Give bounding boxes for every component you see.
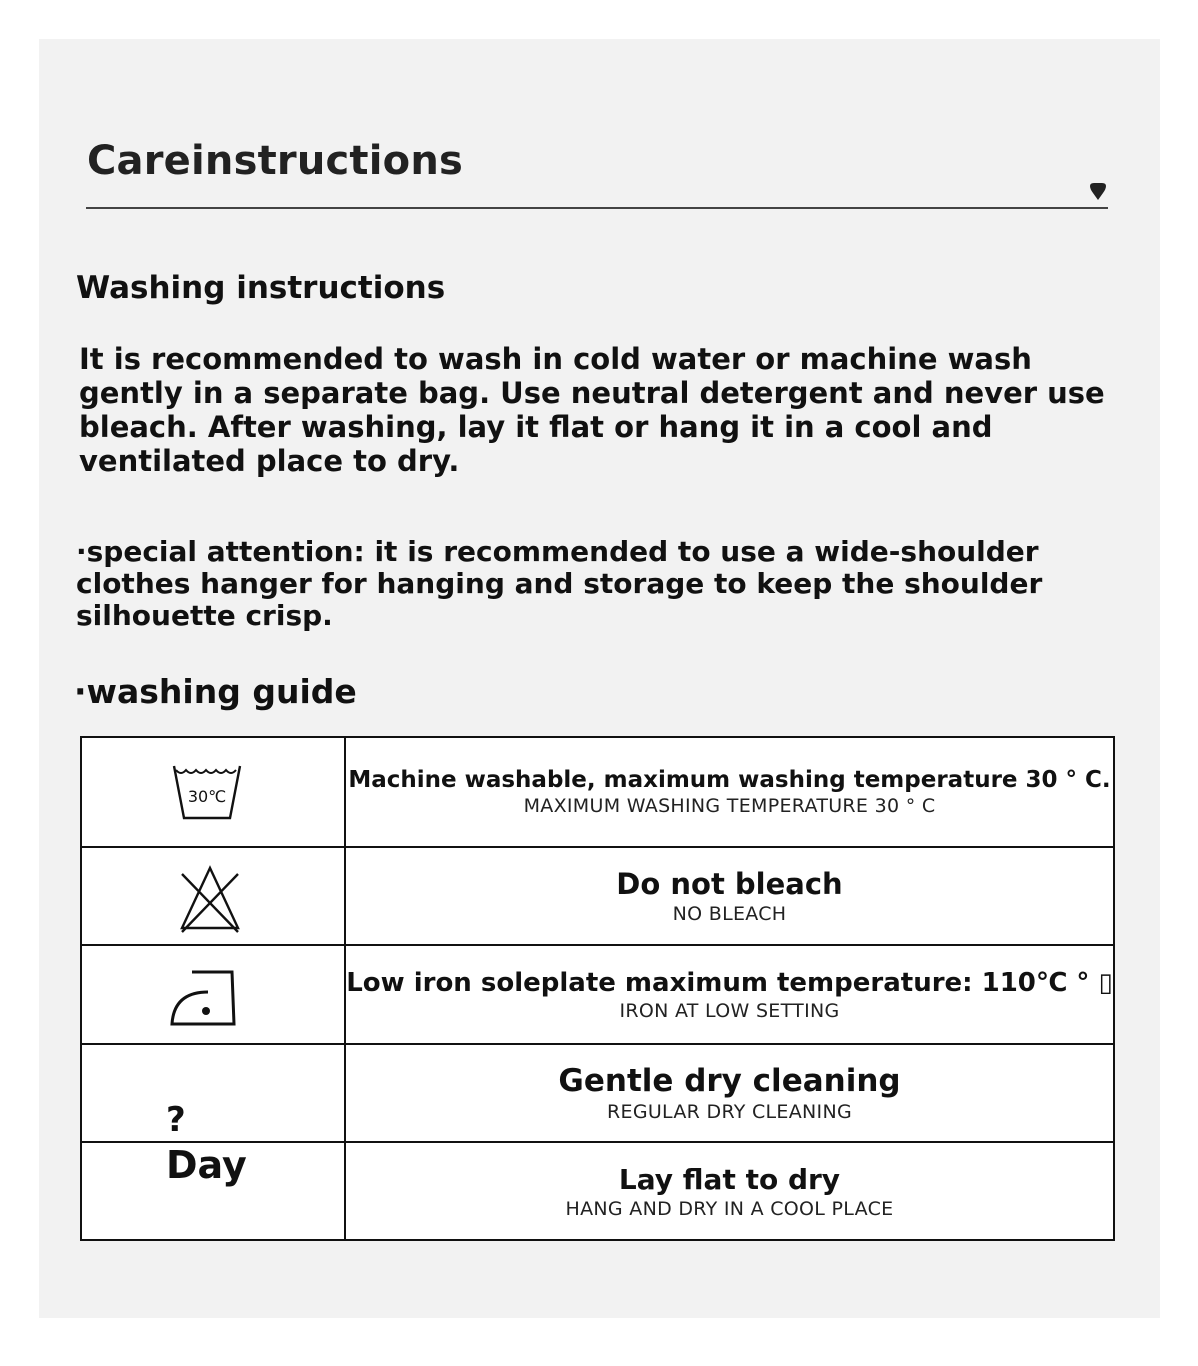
- instruction-title: Low iron soleplate maximum temperature: 110℃ ° ▯: [346, 967, 1113, 998]
- washing-instructions-heading: Washing instructions: [76, 270, 446, 306]
- instruction-subtitle: MAXIMUM WASHING TEMPERATURE 30 ° C: [523, 795, 936, 817]
- table-row: [81, 945, 1114, 1044]
- wash-temperature-label: 30℃: [187, 787, 227, 806]
- description-cell: [345, 945, 1114, 1044]
- instruction-subtitle: IRON AT LOW SETTING: [619, 999, 840, 1022]
- washing-guide-table: [80, 736, 1115, 1241]
- instruction-title: Lay flat to dry: [618, 1162, 841, 1196]
- description-cell: [345, 847, 1114, 945]
- table-row: [81, 847, 1114, 945]
- symbol-cell: [81, 945, 345, 1044]
- instruction-subtitle: HANG AND DRY IN A COOL PLACE: [565, 1197, 894, 1220]
- instruction-title: Gentle dry cleaning: [558, 1063, 901, 1099]
- description-cell: [345, 1044, 1114, 1142]
- description-cell: [345, 737, 1114, 847]
- washing-guide-heading: ·washing guide: [74, 672, 357, 711]
- washing-instructions-text: It is recommended to wash in cold water or machine wash gently in a separate bag. Use neutral detergent and never use bleach. After washing, lay it flat or hang it in a cool and ventilated place to dry.: [79, 342, 1105, 478]
- symbol-cell: [81, 1044, 345, 1142]
- no-bleach-icon: [178, 864, 242, 934]
- instruction-subtitle: NO BLEACH: [672, 903, 787, 925]
- page-title: Careinstructions: [87, 138, 464, 184]
- day-symbol-glyph: Day: [166, 1143, 247, 1187]
- symbol-cell: [81, 737, 345, 847]
- heart-icon: [1087, 181, 1109, 203]
- title-divider: [86, 207, 1108, 209]
- special-attention-text: ·special attention: it is recommended to use a wide-shoulder clothes hanger for hanging and storage to keep the shoulder silhouette crisp.: [76, 535, 1043, 632]
- iron-low-icon: [168, 966, 240, 1028]
- symbol-cell: [81, 1142, 345, 1240]
- table-row: [81, 737, 1114, 847]
- instruction-title: Do not bleach: [616, 867, 843, 901]
- description-cell: [345, 1142, 1114, 1240]
- table-row: [81, 1142, 1114, 1240]
- instruction-subtitle: REGULAR DRY CLEANING: [607, 1101, 852, 1123]
- unknown-symbol-glyph: ?: [166, 1100, 186, 1140]
- instruction-title: Machine washable, maximum washing temperature 30 ° C.: [348, 767, 1111, 793]
- symbol-cell: [81, 847, 345, 945]
- table-row: [81, 1044, 1114, 1142]
- wash-tub-30-icon: [172, 764, 242, 822]
